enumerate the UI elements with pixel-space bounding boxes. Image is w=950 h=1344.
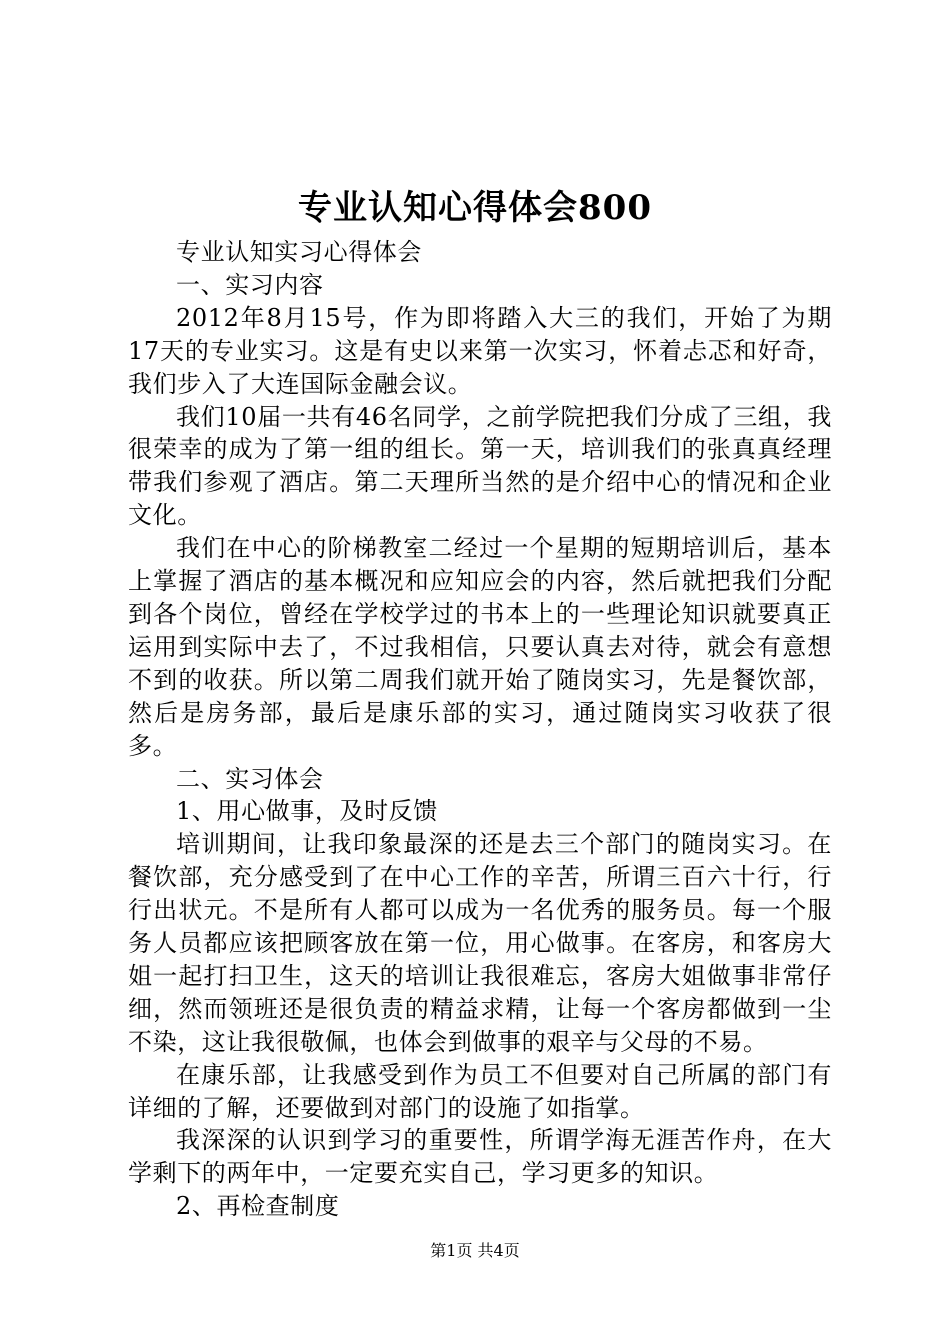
document-body [128, 236, 832, 1223]
subsection-heading-2: 2、再检查制度 [176, 1192, 340, 1221]
document-title: 专业认知心得体会800 [298, 188, 652, 228]
paragraph: 我深深的认识到学习的重要性，所谓学海无涯苦作舟，在大学剩下的两年中，一定要充实自己，学习更多的知识。 [128, 1126, 832, 1188]
paragraph: 我们在中心的阶梯教室二经过一个星期的短期培训后，基本上掌握了酒店的基本概况和应知应会的内容，然后就把我们分配到各个岗位，曾经在学校学过的书本上的一些理论知识就要真正运用到实际中去了，不过我相信，只要认真去对待，就会有意想不到的收获。所以第二周我们就开始了随岗实习，先是餐饮部，然后是房务部，最后是康乐部的实习，通过随岗实习收获了很多。 [128, 534, 832, 760]
section-heading-2: 二、实习体会 [176, 764, 324, 793]
subsection-heading-1: 1、用心做事，及时反馈 [176, 797, 438, 826]
paragraph: 在康乐部，让我感受到作为员工不但要对自己所属的部门有详细的了解，还要做到对部门的设施了如指掌。 [128, 1060, 832, 1122]
page-footer: 第1页 共4页 [430, 1241, 520, 1260]
paragraph: 我们10届一共有46名同学，之前学院把我们分成了三组，我很荣幸的成为了第一组的组长。第一天，培训我们的张真真经理带我们参观了酒店。第二天理所当然的是介绍中心的情况和企业文化。 [128, 402, 832, 530]
section-heading-1: 一、实习内容 [176, 270, 324, 299]
paragraph-subtitle: 专业认知实习心得体会 [176, 238, 422, 266]
paragraph: 培训期间，让我印象最深的还是去三个部门的随岗实习。在餐饮部，充分感受到了在中心工作的辛苦，所谓三百六十行，行行出状元。不是所有人都可以成为一名优秀的服务员。每一个服务人员都应该把顾客放在第一位，用心做事。在客房，和客房大姐一起打扫卫生，这天的培训让我很难忘，客房大姐做事非常仔细，然而领班还是很负责的精益求精，让每一个客房都做到一尘不染，这让我很敬佩，也体会到做事的艰辛与父母的不易。 [128, 830, 832, 1056]
paragraph: 2012年8月15号，作为即将踏入大三的我们，开始了为期17天的专业实习。这是有史以来第一次实习，怀着忐忑和好奇，我们步入了大连国际金融会议。 [128, 303, 832, 398]
